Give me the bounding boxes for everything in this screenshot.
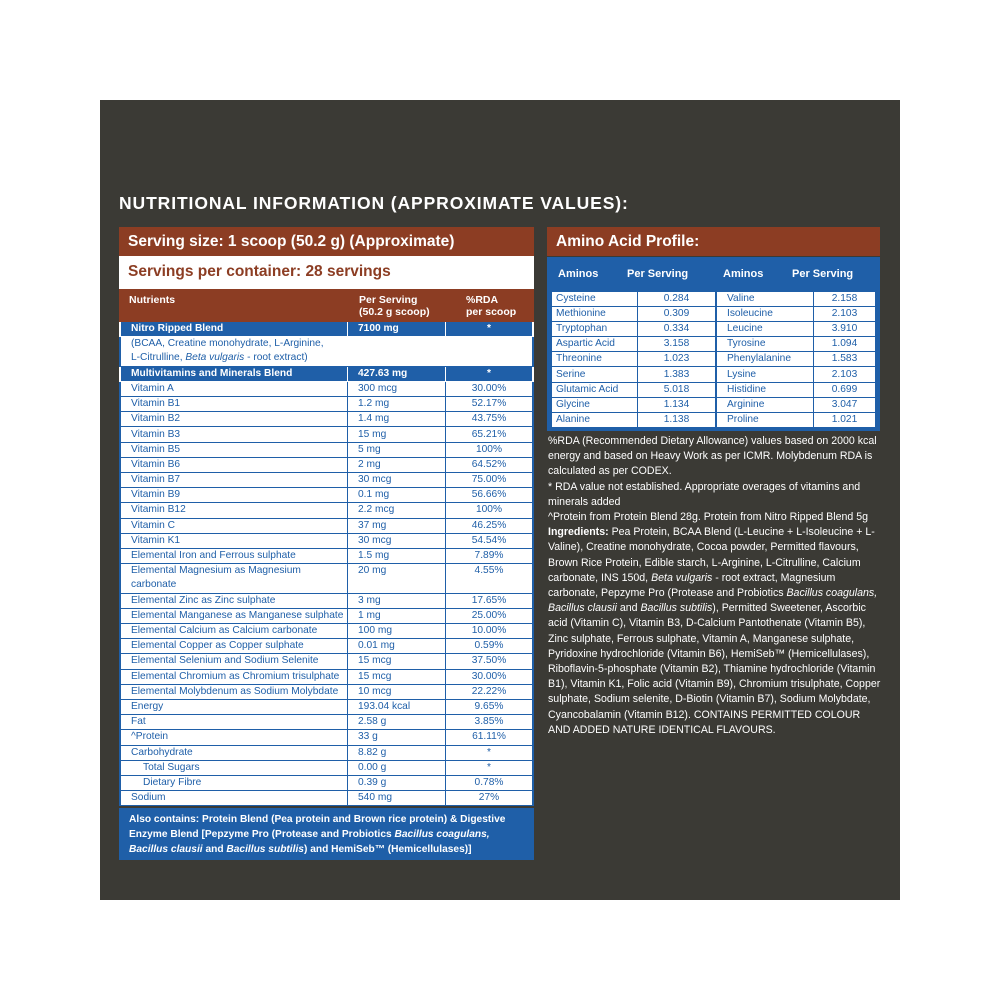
nutrient-value: 30 mcg [348,533,446,548]
nutrient-rda: * [446,366,534,381]
table-row [120,760,533,775]
nitro-blend-description: (BCAA, Creatine monohydrate, L-Arginine, L-Citrulline, Beta vulgaris - root extract) [120,337,533,367]
amino-name: Proline [716,412,814,427]
table-row [120,412,533,427]
nutrient-rda: 100% [446,442,534,457]
nutrient-rda: 30.00% [446,669,534,684]
nutrient-value: 15 mg [348,427,446,442]
header-per-serving [359,295,430,318]
page-title: NUTRITIONAL INFORMATION (APPROXIMATE VALUES): [119,193,629,213]
amino-name: Histidine [716,382,814,397]
nutrient-rda: 54.54% [446,533,534,548]
amino-value: 3.158 [638,337,717,352]
nutrient-rda: 3.85% [446,715,534,730]
amino-value: 1.021 [814,412,876,427]
nutrient-value: 2.58 g [348,715,446,730]
nutrient-value: 37 mg [348,518,446,533]
nutrient-name: Sodium [120,791,348,806]
nutrient-name: Vitamin B7 [120,473,348,488]
header-rda [466,295,516,318]
table-row [120,457,533,472]
table-row [120,427,533,442]
nutrient-value: 1.4 mg [348,412,446,427]
nutrient-rda: 37.50% [446,654,534,669]
table-row [120,654,533,669]
nutrient-rda: 65.21% [446,427,534,442]
header-nutrients: Nutrients [129,294,176,306]
amino-name: Glutamic Acid [552,382,638,397]
nutrient-name: Elemental Manganese as Manganese sulphate [120,608,348,623]
table-row [552,322,876,337]
amino-name: Leucine [716,322,814,337]
table-row [120,397,533,412]
amino-name: Lysine [716,367,814,382]
nutrient-value: 300 mcg [348,381,446,396]
nutrient-name: Vitamin B3 [120,427,348,442]
nutrient-value: 0.39 g [348,775,446,790]
nutrient-name: Fat [120,715,348,730]
nutrient-rda: 4.55% [446,564,534,594]
amino-value: 2.158 [814,292,876,307]
amino-value: 0.699 [814,382,876,397]
table-row-multi-blend [120,366,533,381]
nutrient-rda: * [446,322,534,337]
table-row [552,307,876,322]
nutrient-rda: 56.66% [446,488,534,503]
nutrient-rda: 52.17% [446,397,534,412]
table-row [120,548,533,563]
amino-name: Tyrosine [716,337,814,352]
servings-per-container: Servings per container: 28 servings [119,256,534,289]
amino-name: Valine [716,292,814,307]
nutrient-name: Vitamin A [120,381,348,396]
table-row [120,669,533,684]
nutrient-rda: 30.00% [446,381,534,396]
amino-value: 3.047 [814,397,876,412]
nutrient-value: 33 g [348,730,446,745]
amino-value: 2.103 [814,307,876,322]
nutrient-name: Elemental Calcium as Calcium carbonate [120,624,348,639]
nutrient-name: Vitamin C [120,518,348,533]
table-row [552,337,876,352]
nutrient-value: 1 mg [348,608,446,623]
nutrient-name: Vitamin B1 [120,397,348,412]
nutrient-rda: 0.59% [446,639,534,654]
nutrient-name: Vitamin B6 [120,457,348,472]
nutrient-rda: 64.52% [446,457,534,472]
nutrient-name: Nitro Ripped Blend [120,322,348,337]
nutrient-rda: 7.89% [446,548,534,563]
table-row [120,381,533,396]
nutrient-value: 540 mg [348,791,446,806]
nutrient-name: Multivitamins and Minerals Blend [120,366,348,381]
nutrient-value: 2 mg [348,457,446,472]
amino-name: Alanine [552,412,638,427]
table-row [120,518,533,533]
table-row [552,367,876,382]
serving-size-bar: Serving size: 1 scoop (50.2 g) (Approximate) [119,227,534,256]
amino-value: 1.583 [814,352,876,367]
amino-header-per-serving-1: Per Serving [627,268,689,280]
table-row [120,473,533,488]
nutrient-value: 0.00 g [348,760,446,775]
nutrient-value: 8.82 g [348,745,446,760]
nutrient-rda: 43.75% [446,412,534,427]
nutrient-value: 1.2 mg [348,397,446,412]
ingredients: Ingredients: Pea Protein, BCAA Blend (L-Leucine + L-Isoleucine + L-Valine), Creatine monohydrate, Cocoa powder, Permitted flavours, Brown Rice Protein, Edible starch, L-Arginine, L-Citrulline, Calcium carbonate, INS 150d, Beta vulgaris - root extract, Magnesium carbonate, Pepzyme Pro (Protease and Probiotics Bacillus coagulans, Bacillus clausii and Bacillus subtilis), Permitted Sweetener, Ascorbic acid (Vitamin C), Vitamin B3, D-Calcium Pantothenate (Vitamin B5), Zinc sulphate, Ferrous sulphate, Vitamin A, Manganese sulphate, Pyridoxine hydrochloride (Vitamin B6), HemiSeb™ (Hemicellulases), Riboflavin-5-phosphate (Vitamin B2), Thiamine hydrochloride (Vitamin B1), Vitamin K1, Folic acid (Vitamin B9), Chromium trisulphate, Copper sulphate, Sodium selenite, D-Biotin (Vitamin B7), Sodium Molybdate, Cyancobalamin (Vitamin B12). CONTAINS PERMITTED COLOUR AND ADDED NATURE IDENTICAL FLAVOURS. [548,526,881,736]
amino-header-aminos-1: Aminos [558,268,599,280]
nutrient-rda: 17.65% [446,593,534,608]
nutrient-name: Elemental Iron and Ferrous sulphate [120,548,348,563]
nutrient-value: 15 mcg [348,669,446,684]
nutrient-value: 0.1 mg [348,488,446,503]
amino-value: 1.138 [638,412,717,427]
table-row [120,593,533,608]
nutrient-value: 2.2 mcg [348,503,446,518]
nutrition-table [119,322,534,806]
nutrient-name: Elemental Magnesium as Magnesium carbonate [120,564,348,594]
nutrient-value: 15 mcg [348,654,446,669]
amino-name: Serine [552,367,638,382]
nutrient-rda: 25.00% [446,608,534,623]
amino-name: Phenylalanine [716,352,814,367]
also-contains-note: Also contains: Protein Blend (Pea protein and Brown rice protein) & Digestive Enzyme Blend [Pepzyme Pro (Protease and Probiotics Bacillus coagulans, Bacillus clausii and Bacillus subtilis) and HemiSeb™ (Hemicellulases)] [119,808,534,860]
table-row [120,730,533,745]
table-row [120,564,533,594]
footnotes [548,434,884,738]
nutrient-rda: * [446,745,534,760]
header-rda-line2: per scoop [466,305,517,318]
nutrient-rda: 100% [446,503,534,518]
amino-name: Threonine [552,352,638,367]
table-row [120,745,533,760]
nutrient-name: Dietary Fibre [120,775,348,790]
nutrient-name: Elemental Chromium as Chromium trisulphate [120,669,348,684]
amino-name: Isoleucine [716,307,814,322]
amino-header-aminos-2: Aminos [723,268,764,280]
nutrient-name: Elemental Molybdenum as Sodium Molybdate [120,684,348,699]
nutrient-value: 7100 mg [348,322,446,337]
protein-note: ^Protein from Protein Blend 28g. Protein from Nitro Ripped Blend 5g [548,511,869,524]
amino-value: 2.103 [814,367,876,382]
nutrient-name: Energy [120,699,348,714]
table-row [552,292,876,307]
table-row [120,639,533,654]
amino-value: 0.309 [638,307,717,322]
table-row [120,684,533,699]
nutrient-value: 20 mg [348,564,446,594]
nutrient-name: Carbohydrate [120,745,348,760]
table-row [552,382,876,397]
amino-value: 1.383 [638,367,717,382]
table-row [552,397,876,412]
amino-name: Arginine [716,397,814,412]
nutrition-table-header [119,289,534,322]
table-row-nitro-blend-desc [120,337,533,367]
nutrient-name: Vitamin B12 [120,503,348,518]
amino-acid-table [552,292,876,428]
amino-value: 1.094 [814,337,876,352]
amino-value: 0.284 [638,292,717,307]
table-row [120,442,533,457]
amino-value: 1.023 [638,352,717,367]
nutrient-name: Total Sugars [120,760,348,775]
amino-value: 3.910 [814,322,876,337]
table-row [120,775,533,790]
nutrient-name: Vitamin B2 [120,412,348,427]
amino-name: Tryptophan [552,322,638,337]
table-row [552,412,876,427]
table-row [120,699,533,714]
nutrient-name: Elemental Selenium and Sodium Selenite [120,654,348,669]
table-row [120,791,533,806]
amino-value: 0.334 [638,322,717,337]
nutrient-value: 10 mcg [348,684,446,699]
amino-value: 1.134 [638,397,717,412]
nutrient-value: 100 mg [348,624,446,639]
nutrient-rda: 22.22% [446,684,534,699]
rda-note: %RDA (Recommended Dietary Allowance) values based on 2000 kcal energy and based on Heavy Work as per ICMR. Molybdenum RDA is calculated as per CODEX. [548,435,877,478]
table-row [120,503,533,518]
table-row [120,608,533,623]
nutrient-name: Vitamin B5 [120,442,348,457]
header-per-serving-line1: Per Serving [359,294,418,306]
nutrient-value: 1.5 mg [348,548,446,563]
amino-acid-title-bar: Amino Acid Profile: [547,227,880,256]
table-row [552,352,876,367]
nutrient-value: 3 mg [348,593,446,608]
nutrient-value: 193.04 kcal [348,699,446,714]
nutrient-name: ^Protein [120,730,348,745]
nutrient-name: Elemental Zinc as Zinc sulphate [120,593,348,608]
nutrient-rda: * [446,760,534,775]
amino-name: Glycine [552,397,638,412]
nutrient-rda: 9.65% [446,699,534,714]
nutrient-rda: 75.00% [446,473,534,488]
star-note: * RDA value not established. Appropriate overages of vitamins and minerals added [548,480,861,508]
nutrient-name: Vitamin B9 [120,488,348,503]
table-row-nitro-blend [120,322,533,337]
amino-name: Methionine [552,307,638,322]
table-row [120,715,533,730]
table-row [120,488,533,503]
nutrient-rda: 27% [446,791,534,806]
table-row [120,533,533,548]
nutrient-name: Elemental Copper as Copper sulphate [120,639,348,654]
amino-header-per-serving-2: Per Serving [792,268,854,280]
nutrient-value: 5 mg [348,442,446,457]
nutrient-value: 427.63 mg [348,366,446,381]
nutrient-value: 0.01 mg [348,639,446,654]
header-per-serving-line2: (50.2 g scoop) [359,305,430,318]
table-row [120,624,533,639]
nutrient-rda: 0.78% [446,775,534,790]
amino-name: Cysteine [552,292,638,307]
nutrient-rda: 61.11% [446,730,534,745]
header-rda-line1: %RDA [466,294,499,306]
amino-name: Aspartic Acid [552,337,638,352]
nutrient-rda: 46.25% [446,518,534,533]
amino-value: 5.018 [638,382,717,397]
nutrient-rda: 10.00% [446,624,534,639]
nutrient-value: 30 mcg [348,473,446,488]
nutrient-name: Vitamin K1 [120,533,348,548]
